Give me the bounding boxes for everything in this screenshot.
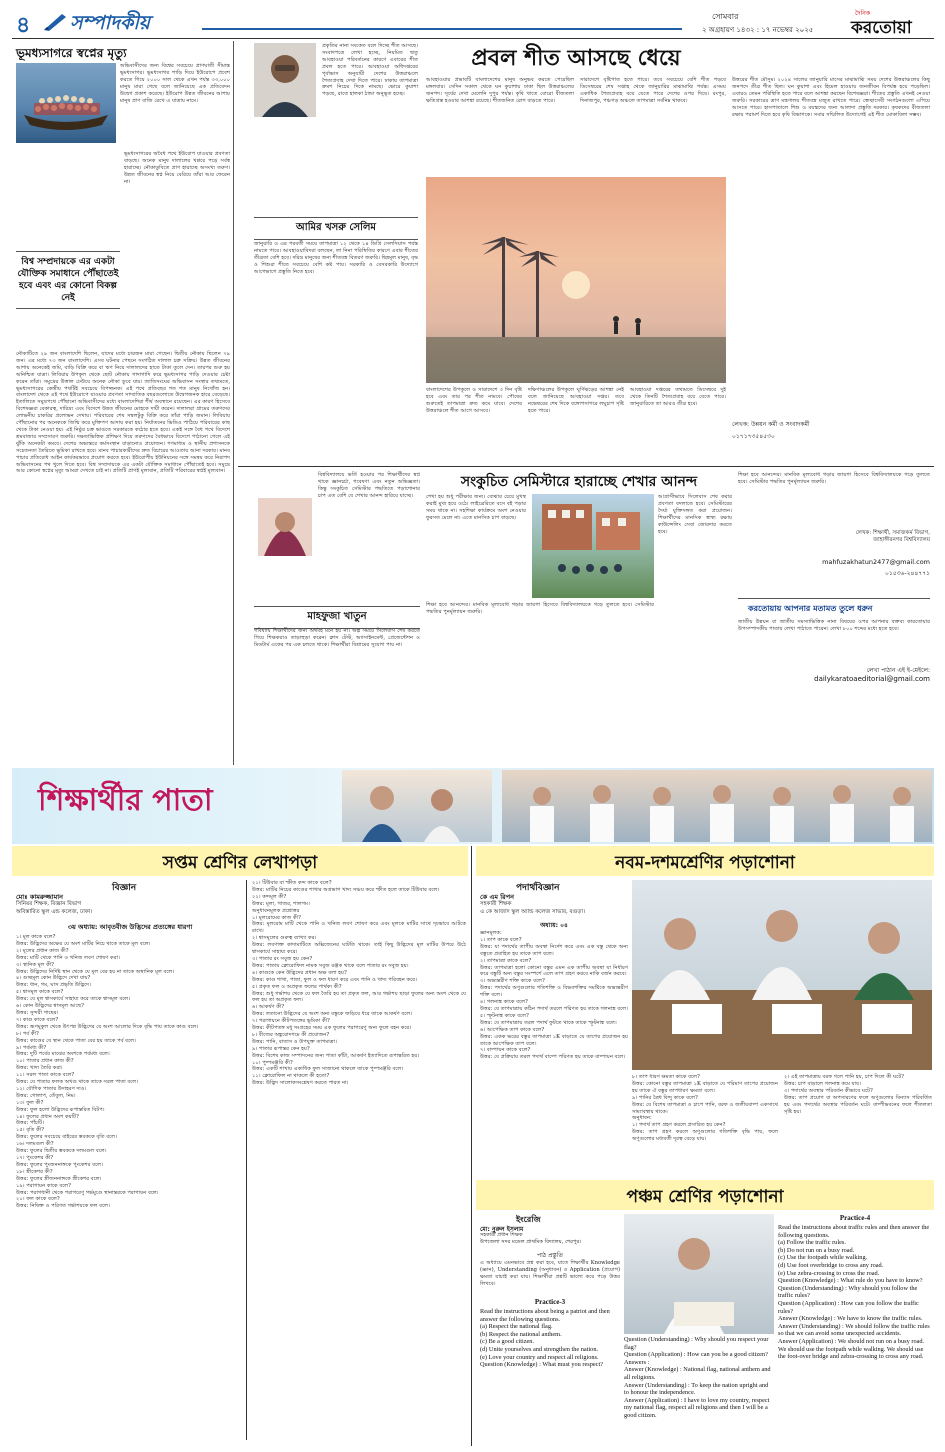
winter-author-bio: লেখক: উন্নয়ন কর্মী ও সংবাদকর্মী: [732, 421, 810, 428]
semester-col-b: গবিষ্যায় শিক্ষার্থীদের জন্য অর্থবহ মনে হয় না। অল্প সময়ে সিলেবাস শেষ করতে গিয়ে শিক্ষকরাও তাড়াহুড়া করেন। ক্লাস টেস্ট, অ্যাসাইনমেন্ট, প্রেজেন্টেশন ও মিডটার্ম একের পর এক চলতে থাকে। শিক্ষার্থীরা বিশ্রামের সুযোগ পায় না।: [254, 628, 422, 648]
opinion-email-label: লেখা পাঠান এই ই-মেইলে:: [866, 667, 930, 674]
class910-teacher-role: সহকারী শিক্ষক: [480, 901, 512, 907]
header-rule: [202, 28, 682, 30]
page-header: [12, 8, 934, 36]
semester-article: [238, 468, 934, 764]
class7-questions-right: ২১। টিউবার বা স্ফীত কন্দ কাকে বলে? উত্তর: মাটির নিচের কাণ্ডের শাখার অগ্রভাগ খাদ্য সঞ্চয় করে স্ফীত হলে তাকে টিউবার বলে। ২২। কন্দমূল কী? উত্তর: মূলা, গাজর, শালগম। অনুধাবনমূলক প্রশ্নোত্তর ১। মূলরোমের কাজ কী? উত্তর: মূলরোম মাটি থেকে পানি ও খনিজ লবণ শোষণ করে এবং মূলকে মাটির সাথে দৃঢ়ভাবে আটকে রাখে। ২। শ্বাসমূলের গুরুত্ব ব্যাখ্যা কর। উত্তর: লবণাক্ত কাদামাটিতে অক্সিজেনের ঘাটতি থাকে। তাই কিছু উদ্ভিদের মূল মাটির উপরে উঠে শ্বাসকার্যে সাহায্য করে। ৩। পাতার রং সবুজ হয় কেন? উত্তর: পাতায় ক্লোরোফিল নামক সবুজ রঞ্জক থাকে বলে পাতার রং সবুজ হয়। ৪। কাণ্ডকে কেন উদ্ভিদের প্রধান অক্ষ বলা হয়? উত্তর: কাণ্ড শাখা, পাতা, ফুল ও ফল ধারণ করে এবং পানি ও খাদ্য পরিবহন করে। ৫। প্রকৃত ফল ও অপ্রকৃত ফলের পার্থক্য কী? উত্তর: শুধু গর্ভাশয় থেকে যে ফল তৈরি হয় তা প্রকৃত ফল, আর গর্ভাশয় ছাড়া ফুলের অন্য অংশ থেকে যে ফল হয় তা অপ্রকৃত ফল। ৬। আকর্ষণ কী? উত্তর: লতানো উদ্ভিদের যে অংশ অন্য বস্তুকে জড়িয়ে ধরে তাকে আকর্ষণ বলে। ৭। পরাগায়নে কীটপতঙ্গের ভূমিকা কী? উত্তর: কীটপতঙ্গ মধু সংগ্রহের সময় এক ফুলের পরাগরেণু অন্য ফুলে বহন করে। ৮। বীজের অঙ্কুরোদগমে কী প্রয়োজন? উত্তর: পানি, বাতাস ও উপযুক্ত তাপমাত্রা। ৯। পাতার রূপান্তর কেন হয়? উত্তর: বিশেষ কাজ সম্পাদনের জন্য পাতা কাঁটা, আকর্ষণ ইত্যাদিতে রূপান্তরিত হয়। ১০। পুষ্পমঞ্জরি কী? উত্তর: একটি শাখায় একাধিক ফুল সাজানো থাকলে তাকে পুষ্পমঞ্জরি বলে। ১১। ক্লোরোফিল না থাকলে কী হতো? উত্তর: উদ্ভিদ সালোকসংশ্লেষণ করতে পারত না।: [252, 880, 466, 1087]
semester-col-c: শেখা হয় শুধু পরীক্ষার জন্য। বোঝার চেয়ে মুখস্থ করাই মুখ্য হয়ে ওঠে। লাইব্রেরিতে বসে বই পড়ার সময় থাকে না। সহশিক্ষা কার্যক্রমে অংশ নেওয়ার ফুরসত মেলে না। এতে মানসিক চাপ বাড়ছে।: [426, 494, 528, 521]
semester-title: সংকুচিত সেমিস্টারে হারাচ্ছে শেখার আনন্দ: [460, 474, 698, 490]
practice3-text: Read the instructions about being a patriot and then answer the following questions. (a) Respect the national flag. (b) Respect the national anthem. (c) Be a good citizen. (d) Unite yourselves and strengthen the nation. (e) Love your country and respect all religions. Question (Knowledge) : What must you respect?: [480, 1308, 610, 1369]
sunrise-photo: [426, 177, 726, 383]
opinion-title: করতোয়ায় আপনার মতামত তুলে ধরুন: [748, 604, 873, 613]
header-bottom-rule: [12, 38, 934, 39]
class5-part: পাঠ প্রস্তুতি: [537, 1252, 563, 1259]
winter-col-a: প্রকৃতির নানা সংকেত বলে দিচ্ছে শীত আসছে। সংবাদপত্রে লেখা হচ্ছে, নিয়মিত ঋতু আবহাওয়া পরিবর্তনের কারণে এবারের শীত প্রবল হতে পারে। আবহাওয়া অধিদপ্তরের পূর্বাভাস অনুযায়ী দেশের উত্তরাঞ্চলে শৈত্যপ্রবাহ দেখা দিতে পারে। ঢাকায় তাপমাত্রা ক্রমশ নিচের দিকে নামছে। ভোরে কুয়াশা পড়ছে, রাতে হালকা ঠান্ডা অনুভূত হচ্ছে।: [322, 43, 420, 98]
semester-col-f: শিক্ষা হবে আনন্দের। মানবিক মূল্যবোধ গড়ার জায়গা হিসেবে বিশ্ববিদ্যালয়কে গড়ে তুলতে হবে। সেমিস্টার পদ্ধতির পুনর্মূল্যায়ন জরুরি।: [738, 472, 932, 485]
class5-teacher-role: সহকারী প্রধান শিক্ষক: [480, 1232, 523, 1238]
semester-col-d: আগ্রাসীভাবে সিলেবাস শেষ করার প্রবণতা বদলাতে হবে। সেমিস্টারের দৈর্ঘ্য যুক্তিসঙ্গত করা প্রয়োজন। শিক্ষার্থীদের মানসিক স্বাস্থ্য রক্ষায় কাউন্সেলিং সেবা জোরদার করতে হবে।: [658, 494, 734, 535]
students-photo-right: [502, 770, 932, 842]
class910-section: [476, 846, 934, 1178]
opinion-email[interactable]: dailykaratoaeditorial@gmail.com: [814, 675, 930, 683]
student-banner-title: শিক্ষার্থীর পাতা: [38, 783, 213, 818]
practice4-text: Read the instructions about traffic rules and then answer the following questions. (a) Follow the traffic rules. (b) Do not run on a busy road. (c) Use the footpath while walking. (d) Use foot overbridge to cross any road. (e) Use zebra-crossing to cross the road. Question (Knowledge) : What rule do you have to know? Question (Understanding) : Why should you follow the traffic rules? Question (Application) : How can you follow the traffic rules? Answer (Knowledge) : We have to know the traffic rules. Answer (Understanding) : We should follow the traffic rules so that we can avoid some unexpected accidents. Answer (Application) : We should not run on a busy road. We should use the footpath while walking. We should use the foot-over bridge and zebra-crossing to cross any road.: [778, 1224, 930, 1361]
class910-school: এ কে আজাদ স্কুল অ্যান্ড কলেজ সাভার, বগুড়া।: [480, 909, 585, 915]
class910-subject: পদার্থবিজ্ঞান: [516, 883, 560, 893]
class910-teacher: কে এম রিপন: [480, 893, 514, 901]
semester-col-e: শিক্ষা হবে আনন্দের। মানবিক মূল্যবোধ গড়ার জায়গা হিসেবে বিশ্ববিদ্যালয়কে গড়ে তুলতে হবে। সেমিস্টার পদ্ধতির পুনর্মূল্যায়ন জরুরি।: [426, 602, 656, 615]
opinion-body: জাতীয় উন্নয়ন বা জাতীয় সমস্যাভিত্তিক নানা বিষয়ের ওপর আপনার বক্তব্য কারতোয়ার উপসম্পাদকীয় পাতায় লেখা পাঠাতে পারেন। লেখা ৮০০ শব্দের মধ্যে হতে হবে।: [738, 619, 932, 632]
winter-bottom-right: আবহাওয়া দপ্তরের তথ্যমতে ডিসেম্বরে দুই থেকে তিনটি শৈত্যপ্রবাহ বয়ে যেতে পারে। জানুয়ারিতে তা আরও তীব্র হবে।: [630, 387, 728, 407]
semester-author: মাহফুজা খাতুন: [254, 606, 420, 629]
class910-title-bar: [476, 846, 934, 876]
class5-subject: ইংরেজি: [516, 1215, 541, 1224]
opinion-box: [738, 598, 930, 758]
class7-subject: বিজ্ঞান: [112, 883, 137, 893]
class910-title: নবম-দশমশ্রেণির পড়াশোনা: [615, 853, 795, 873]
classroom-photo: [632, 880, 932, 1070]
student-column-divider: [471, 846, 472, 1446]
winter-author-phone: ০১৭১৭৩৫৪৫৩০: [732, 433, 775, 440]
semester-author-photo: [258, 498, 312, 556]
class5-intro: এ অধ্যায়ে এমনভাবে প্রশ্ন করা হবে, যাতে শিক্ষার্থীর Knowledge (জ্ঞান), Understanding (অনুধাবন) ও Application (প্রয়োগ) ক্ষমতা যাচাই করা যায়। শিক্ষার্থীরা প্রশ্নটি ভালো করে পড়ে উত্তর লিখবে।: [480, 1260, 622, 1287]
class910-questions-b: ৮। তাপ ধারণ ক্ষমতা কাকে বলে? উত্তর: কোনো বস্তুর তাপমাত্রা ১K বাড়াতে যে পরিমাণ তাপের প্রয়োজন হয় তাকে ঐ বস্তুর তাপধারণ ক্ষমতা বলে। ৯। পানির ত্রৈধ বিন্দু কাকে বলে? উত্তর: যে বিশেষ তাপমাত্রা ও চাপে পানি, বরফ ও জলীয়বাষ্প একসাথে সাম্যাবস্থায় থাকে। অনুধাবন: ১। পদার্থ তাপ গ্রহণ করলে প্রসারিত হয় কেন? উত্তর: তাপ গ্রহণ করলে অণুগুলোর গতিশক্তি বৃদ্ধি পায়, ফলে অণুগুলোর মধ্যবর্তী দূরত্ব বেড়ে যায়।: [632, 1074, 778, 1143]
winter-article: [238, 41, 934, 465]
winter-col-b: জানুয়ারি ও এর পরবর্তী সময়ে তাপমাত্রা ১২ থেকে ১৪ ডিগ্রি সেলসিয়াস পর্যন্ত নামতে পারে। আবহাওয়াবিদরা বলছেন, লা নিনা পরিস্থিতির কারণে এবার শীতের তীব্রতা বেশি হবে। দরিদ্র মানুষের জন্য শীতবস্ত্র বিতরণ জরুরি। ছিন্নমূল মানুষ, বৃদ্ধ ও শিশুরা শীতে সবচেয়ে বেশি কষ্ট পায়। সরকারি ও বেসরকারি উদ্যোগে আগেভাগে প্রস্তুতি নিতে হবে।: [254, 241, 420, 275]
semester-col-a: বিশ্ববিদ্যালয়ে ভর্তি হওয়ার পর শিক্ষার্থীদের স্বপ্ন থাকে জ্ঞানচর্চা, গবেষণা এবং নতুন অভিজ্ঞতা। কিন্তু সংকুচিত সেমিস্টার পদ্ধতিতে পড়াশোনার চাপ এত বেশি যে শেখার আনন্দ হারিয়ে যাচ্ছে।: [318, 472, 422, 499]
class7-questions-left: ১। মূল কাকে বলে? উত্তর: উদ্ভিদের অক্ষের যে অংশ মাটির নিচে থাকে তাকে মূল বলে। ২। মূলের প্রধান কাজ কী? উত্তর: মাটি থেকে পানি ও খনিজ লবণ শোষণ করা। ৩। স্থানিক মূল কী? উত্তর: উদ্ভিদের নির্দিষ্ট স্থান থেকে যে মূল বের হয় না তাকে অস্থানিক মূল বলে। ৪। গুচ্ছমূল কোন উদ্ভিদে দেখা যায়? উত্তর: ধান, গম, ঘাস প্রভৃতি উদ্ভিদে। ৫। শ্বাসমূল কাকে বলে? উত্তর: যে মূল শ্বাসকার্যে সাহায্য করে তাকে শ্বাসমূল বলে। ৬। কোন উদ্ভিদের শ্বাসমূল আছে? উত্তর: সুন্দরী গাছের। ৭। কাণ্ড কাকে বলে? উত্তর: ভ্রূণমুকুল থেকে উৎপন্ন উদ্ভিদের যে অংশ আলোর দিকে বৃদ্ধি পায় তাকে কাণ্ড বলে। ৮। পর্ব কী? উত্তর: কাণ্ডের যে স্থান থেকে পাতা বের হয় তাকে পর্ব বলে। ৯। পর্বমধ্য কী? উত্তর: দুটি পর্বের মাঝের অংশকে পর্বমধ্য বলে। ১০। পাতার প্রধান কাজ কী? উত্তর: খাদ্য তৈরি করা। ১১। সরল পাতা কাকে বলে? উত্তর: যে পাতার ফলক অখণ্ড থাকে তাকে সরল পাতা বলে। ১২। যৌগিক পাতার উদাহরণ দাও। উত্তর: গোলাপ, তেঁতুল, নিম। ১৩। ফুল কী? উত্তর: ফুল হলো উদ্ভিদের রূপান্তরিত বিটপ। ১৪। ফুলের প্রধান অংশ কয়টি? উত্তর: পাঁচটি। ১৫। বৃতি কী? উত্তর: ফুলের সবচেয়ে বাইরের স্তবককে বৃতি বলে। ১৬। দলমণ্ডল কী? উত্তর: ফুলের দ্বিতীয় স্তবককে দলমণ্ডল বলে। ১৭। পুংকেশর কী? উত্তর: ফুলের পুংজননাঙ্গকে পুংকেশর বলে। ১৮। স্ত্রীকেশর কী? উত্তর: ফুলের স্ত্রীজননাঙ্গকে স্ত্রীকেশর বলে। ১৯। পরাগায়ন কাকে বলে? উত্তর: পরাগধানী থেকে পরাগরেণু গর্ভমুণ্ডে স্থানান্তরকে পরাগায়ন বলে। ২০। ফল কাকে বলে? উত্তর: নিষিক্ত ও পরিণত গর্ভাশয়কে ফল বলে।: [16, 934, 199, 1210]
class7-title: সপ্তম শ্রেণির লেখাপড়া: [162, 853, 318, 873]
page-number: ৪: [16, 13, 31, 36]
class7-divider: [246, 880, 247, 1440]
class5-teacher: মো: নুরুল ইসলাম: [480, 1226, 524, 1233]
campus-photo: [532, 494, 654, 598]
semester-author-phone: ০১৫৩৬-২৪৪৭৭১: [884, 570, 930, 577]
winter-col-d: সারাদেশে বৃষ্টিপাত হতে পারে। তবে সবচেয়ে বেশি শীত পড়বে ডিসেম্বরের শেষ সপ্তাহ থেকে জানুয়ারির মাঝামাঝি পর্যন্ত। এসময় একাধিক শৈত্যপ্রবাহ বয়ে যেতে পারে দেশের ওপর দিয়ে। রংপুর, দিনাজপুর, পঞ্চগড় অঞ্চলে তাপমাত্রা সর্বনিম্ন থাকবে।: [580, 77, 728, 104]
class910-chapter: অধ্যায়: ০৪: [540, 922, 568, 929]
editorial-column: [12, 41, 234, 765]
section-title: সম্পাদকীয়: [70, 12, 150, 34]
class7-teacher: মোঃ কামরুজ্জামান: [16, 893, 63, 901]
class7-title-bar: [12, 846, 468, 876]
class7-section: [12, 846, 468, 1446]
paper-logo: [847, 8, 934, 36]
class5-school: উপজেলা সদর মডেল প্রাথমিক বিদ্যালয়, শেরপুর।: [480, 1239, 582, 1245]
editorial-intro: অভিবাসীদের জন্য বিশ্বের সবচেয়ে প্রাণঘাতী সীমান্ত ভূমধ্যসাগর। ভূমধ্যসাগর পাড়ি দিয়ে ইউরোপে প্রবেশ করতে গিয়ে ২০০০ সাল থেকে এখন পর্যন্ত ৩৩,০০০ মানুষ মারা গেছে বলে জানিয়েছে এক প্রতিবেদন উদ্বেগ প্রকাশ করেছে। ইউরোপ উন্নত জীবনের আশায় মানুষ প্রাণ বাজি রেখে এ যাত্রায় নামে।: [120, 63, 232, 104]
author-photo: [254, 43, 316, 117]
class910-questions-c: ২। এই তাপমাত্রায় বরফ গলে পানি হয়, চাপ দিলে কী ঘটে? উত্তর: চাপ বাড়ালে গলনাঙ্ক কমে যায়। ৩। পদার্থের অবস্থার পরিবর্তন কীভাবে ঘটে? উত্তর: তাপ প্রয়োগ বা অপসারণের ফলে অণুগুলোর বিন্যাস পরিবর্তিত হয় এবং পদার্থের অবস্থার পরিবর্তন ঘটে। বাষ্পীভবনের ফলে শীতলতা সৃষ্টি হয়।: [784, 1074, 932, 1115]
class910-questions-a: জ্ঞানমূলক: ১। তাপ কাকে বলে? উত্তর: যা পদার্থের তাপীয় অবস্থা নির্দেশ করে এবং এক বস্তু থেকে অন্য বস্তুতে প্রবাহিত হয় তাকে তাপ বলে। ২। তাপমাত্রা কাকে বলে? উত্তর: তাপমাত্রা হলো কোনো বস্তুর এমন এক তাপীয় অবস্থা যা নির্ধারণ করে বস্তুটি অন্য বস্তুর সংস্পর্শে এলে তাপ গ্রহণ করবে নাকি বর্জন করবে। ৩। অভ্যন্তরীণ শক্তি কাকে বলে? উত্তর: পদার্থের অণুগুলোর গতিশক্তি ও বিভবশক্তির সমষ্টিকে অভ্যন্তরীণ শক্তি বলে। ৪। গলনাঙ্ক কাকে বলে? উত্তর: যে তাপমাত্রায় কঠিন পদার্থ তরলে পরিণত হয় তাকে গলনাঙ্ক বলে। ৫। স্ফুটনাঙ্ক কাকে বলে? উত্তর: যে তাপমাত্রায় তরল পদার্থ ফুটতে থাকে তাকে স্ফুটনাঙ্ক বলে। ৬। আপেক্ষিক তাপ কাকে বলে? উত্তর: একক ভরের বস্তুর তাপমাত্রা ১K বাড়াতে যে তাপের প্রয়োজন হয় তাকে আপেক্ষিক তাপ বলে। ৭। বাষ্পায়ন কাকে বলে? উত্তর: যে প্রক্রিয়ায় তরল পদার্থ বাষ্পে পরিণত হয় তাকে বাষ্পায়ন বলে।: [480, 930, 628, 1061]
class5-title: পঞ্চম শ্রেণির পড়াশোনা: [626, 1187, 784, 1207]
class5-title-bar: [476, 1180, 934, 1210]
winter-title: প্রবল শীত আসছে ধেয়ে: [471, 46, 681, 71]
winter-bottom-left: বাংলাদেশের উপকূলে ও সারাদেশে ৩ দিন বৃষ্টি হবে এবং তার পর শীত নামবে। পৌষের শুরুতেই তাপমাত্রা দ্রুত কমে যাবে। দেশের উত্তরাঞ্চলে শীত আগে আসবে।: [426, 387, 524, 414]
class7-teacher-role: সিনিয়র শিক্ষক, বিজ্ঞান বিভাগ: [16, 901, 82, 907]
editorial-side: ভূমধ্যসাগরের অবৈধ পথে ইউরোপ যাওয়ার প্রবণতা বাড়ছে। অনেক মানুষ দালালের খপ্পরে পড়ে সর্বস্ব হারাচ্ছে। নৌকাডুবিতে প্রাণ হারাচ্ছে অসংখ্য তরুণ। উন্নত জীবনের স্বপ্ন নিয়ে বেরিয়ে তাঁরা আর ফেরেন না।: [124, 151, 232, 185]
winter-col-c: আবহাওয়ার প্রভাবটি বাংলাদেশের মানুষ অনুভব করতে পেরেছিল মঙ্গলবার। সেদিন সকাল থেকে ঘন কুয়াশায় ঢাকা ছিল উত্তরাঞ্চলের জনপদ। সূর্যের দেখা মেলেনি দুপুর পর্যন্ত। কৃষি খাতে বোরো বীজতলা ক্ষতিগ্রস্ত হওয়ার আশঙ্কা রয়েছে। শীতজনিত রোগ বাড়তে পারে।: [426, 77, 576, 104]
paper-name-top: দৈনিক: [855, 10, 871, 17]
class7-chapter: ৩য় অধ্যায়: আবৃতবীজ উদ্ভিদের প্রত্যঙ্গের ধারণা: [67, 923, 193, 931]
reading-student-photo: [624, 1214, 774, 1334]
winter-author: আমির খসরু সেলিম: [254, 217, 418, 240]
pull-quote: বিশ্ব সম্প্রদায়কে এর একটা যৌক্তিক সমাধানে পৌঁছাতেই হবে এবং এর কোনো বিকল্প নেই: [16, 251, 120, 309]
student-page-banner: [12, 768, 934, 844]
date-label: ২ অগ্রহায়ণ ১৪৩২ : ১৭ নভেম্বর ২০২৫: [702, 26, 814, 34]
students-photo-left: [342, 770, 492, 842]
semester-author-email[interactable]: mahfuzakhatun2477@gmail.com: [822, 558, 930, 566]
paper-name: করতোয়া: [851, 18, 912, 36]
day-label: সোমবার: [712, 12, 739, 21]
pen-icon: [42, 12, 68, 32]
editorial-body: নৌকাটিতে ২৯ জন বাংলাদেশি ছিলেন, যাদের মধ্যে চারজন মারা গেছেন। দ্বিতীয় নৌকায় ছিলেন ৭৯ জন। এর মধ্যে ৭৩ জন বাংলাদেশি। এসব ঘটনার পেছনে সংগঠিত দালাল চক্র সক্রিয়। উন্নত জীবনের আশায় অনেকেই জমি, বাড়ি বিক্রি করে বা ঋণ নিয়ে দালালদের হাতে টাকা তুলে দেন। তারপর শুরু হয় অনিশ্চিত যাত্রা। লিবিয়ার উপকূল থেকে ছোট নৌকায় গাদাগাদি করে ভূমধ্যসাগর পাড়ি দেওয়ার চেষ্টা করেন তাঁরা। সমুদ্রের উত্তাল ঢেউয়ে অনেক নৌকা ডুবে যায়। জাতিসংঘের অভিবাসন সংস্থার তথ্যমতে, ভূমধ্যসাগরের কেন্দ্রীয় পথটিই সবচেয়ে বিপজ্জনক। এই পথে প্রতিবছর শত শত মানুষ নিখোঁজ হন। বাংলাদেশ থেকে এই পথে ইউরোপে যাওয়ার প্রবণতা সাম্প্রতিক বছরগুলোতে উদ্বেগজনক হারে বেড়েছে। ইতালিতে সমুদ্রপথে পৌঁছানো অভিবাসীদের মধ্যে বাংলাদেশিরা শীর্ষ অবস্থানে রয়েছেন। এর কারণ হিসেবে বিশেষজ্ঞরা বেকারত্ব, দারিদ্র্য এবং বিদেশে উন্নত জীবনের মোহকে দায়ী করেন। দালালরা গ্রামের তরুণদের লোভনীয় চাকরির প্রলোভন দেখায়। পরিবারের শেষ সম্বলটুকু বিক্রি করে তাঁরা পাড়ি জমান। লিবিয়ায় পৌঁছানোর পর অনেককে জিম্মি করে মুক্তিপণ আদায় করা হয়। নির্যাতনের ভিডিও পাঠিয়ে পরিবারের কাছ থেকে টাকা নেওয়া হয়। এই নিষ্ঠুর চক্র ভাঙতে সরকারকে কঠোর হতে হবে। একই সঙ্গে বৈধ পথে বিদেশে শ্রমবাজার সম্প্রসারণ জরুরি। দক্ষতাভিত্তিক প্রশিক্ষণ দিয়ে তরুণদের বৈধভাবে বিদেশে পাঠানো গেলে এই ঝুঁকি অনেকটা কমবে। দেশের অভ্যন্তরে কর্মসংস্থান বাড়ানোও প্রয়োজন। গণমাধ্যম ও স্থানীয় প্রশাসনকে সচেতনতা তৈরিতে ভূমিকা রাখতে হবে। মানব পাচারকারীদের দ্রুত বিচারের আওতায় আনা দরকার। মানব পাচার প্রতিরোধ আইন কার্যকরভাবে প্রয়োগ করতে হবে। ইউরোপীয় ইউনিয়নের সঙ্গে সমন্বয় করে নিরাপদ অভিবাসনের পথ খুলে দিতে হবে। বিশ্ব সম্প্রদায়কে এর একটা যৌক্তিক সমাধানে পৌঁছাতেই হবে। সমুদ্রে আর কোনো স্বপ্নের মৃত্যু আমরা দেখতে চাই না। প্রতিটি প্রাণই মূল্যবান, প্রতিটি পরিবারের স্বপ্নই মূল্যবান।: [16, 351, 232, 475]
semester-author-bio: লেখক: শিক্ষার্থী, সমাজকর্ম বিভাগ, জাহাঙ্গীরনগর বিশ্ববিদ্যালয়: [855, 530, 930, 543]
editorial-title: ভূমধ্যসাগরে স্বপ্নের মৃত্যু: [16, 46, 127, 60]
mid-section-rule: [238, 466, 934, 467]
practice3-answers: Question (Understanding) : Why should you respect your flag? Question (Application) : How can you be a good citizen? Answers : Answer (Knowledge) : National flag, national anthem and all religions. Answer (Understanding) : To keep the nation upright and to honour the independence. Answer (Application) : I have to love my country, respect my national flag, respect all religions and then I will be a good citizen.: [624, 1336, 771, 1419]
winter-bottom-mid: দক্ষিণাঞ্চলের উপকূলে ঘূর্ণিঝড়ের আশঙ্কা নেই বলে জানিয়েছে আবহাওয়া দপ্তর। তবে নভেম্বরের শেষ দিকে বঙ্গোপসাগরে লঘুচাপ সৃষ্টি হতে পারে।: [528, 387, 626, 414]
class5-section: [476, 1180, 934, 1446]
class7-school: অবিস্তারিত স্কুল এন্ড কলেজ, ঢাকা।: [16, 909, 93, 915]
migrant-boat-photo: [16, 63, 116, 143]
practice4-title: Practice-4: [839, 1214, 871, 1222]
practice3-title: Practice-3: [534, 1298, 566, 1306]
winter-col-e: উত্তরের শীত মৌসুম। ২০২৪ সালের জানুয়ারি মাসের মাঝামাঝি সময় দেশের উত্তরাঞ্চলের কিছু জনপদে তীব্র শীত ছিল। ঘন কুয়াশা এবং হিমেল হাওয়ায় জনজীবন বিপর্যস্ত হয়ে পড়েছিল। এবারও তেমন পরিস্থিতি হতে পারে বলে আশঙ্কা করছেন বিশেষজ্ঞরা। শীতের প্রস্তুতি এখনই নেওয়া জরুরি। সরকারের ত্রাণ মন্ত্রণালয় শীতবস্ত্র মজুত রাখতে পারে। স্বেচ্ছাসেবী সংগঠনগুলো এগিয়ে আসতে পারে। হাসপাতালে শিশু ও বয়স্কদের জন্য আলাদা প্রস্তুতি দরকার। কৃষকদের বীজতলা রক্ষায় পরামর্শ দিতে হবে কৃষি বিভাগকে। সবার সম্মিলিত উদ্যোগেই এই শীত মোকাবিলা সম্ভব।: [732, 77, 932, 118]
section-banner: [12, 8, 202, 34]
